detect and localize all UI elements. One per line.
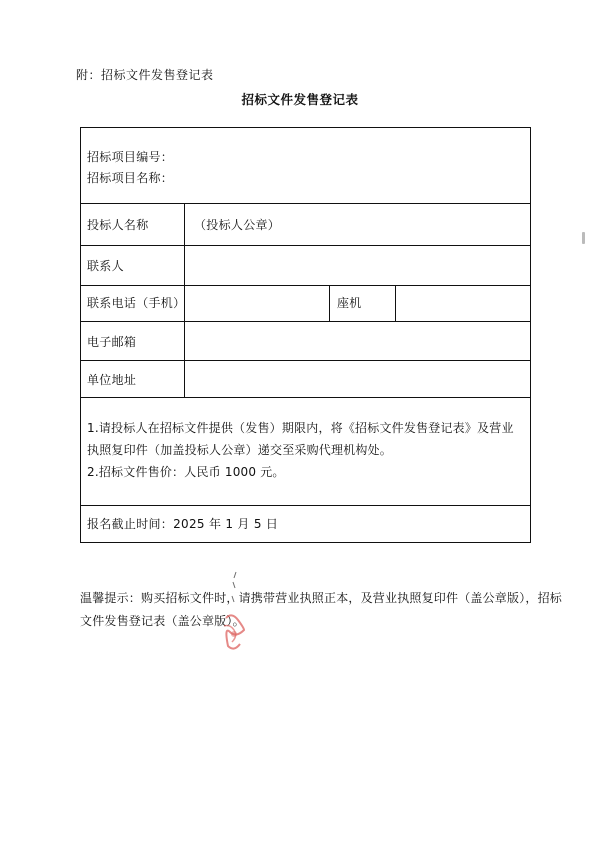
row-divider <box>81 285 530 286</box>
address-field[interactable] <box>186 362 526 395</box>
bidder-name-label: 投标人名称 <box>87 218 149 232</box>
phone-field[interactable] <box>186 287 327 319</box>
email-field[interactable] <box>186 323 526 358</box>
page-title: 招标文件发售登记表 <box>241 92 359 107</box>
row-divider <box>81 360 530 361</box>
column-divider <box>329 285 330 321</box>
phone-label: 联系电话（手机） <box>87 296 186 310</box>
project-name-label: 招标项目名称： <box>87 171 174 185</box>
note-item: 1.请投标人在招标文件提供（发售）期限内，将《招标文件发售登记表》及营业执照复印件（加盖投标人公章）递交至采购代理机构处。 <box>87 421 514 457</box>
project-number-label: 招标项目编号： <box>87 150 174 164</box>
landline-label: 座机 <box>337 296 362 310</box>
scan-edge-mark <box>582 232 585 244</box>
row-divider <box>81 245 530 246</box>
deadline-text: 报名截止时间：2025 年 1 月 5 日 <box>87 517 279 531</box>
row-divider <box>81 397 530 398</box>
registration-form <box>80 127 531 543</box>
column-divider <box>395 285 396 321</box>
contact-field[interactable] <box>186 247 526 283</box>
address-label: 单位地址 <box>87 373 137 387</box>
row-divider <box>81 203 530 204</box>
attachment-line: 附：招标文件发售登记表 <box>76 68 214 82</box>
row-divider <box>81 321 530 322</box>
contact-label: 联系人 <box>87 259 124 273</box>
note-item: 2.招标文件售价：人民币 1000 元。 <box>87 465 285 479</box>
warm-tip: 温馨提示：购买招标文件时，请携带营业执照正本，及营业执照复印件（盖公章版），招标文件发售登记表（盖公章版）。 <box>80 591 563 628</box>
email-label: 电子邮箱 <box>87 335 137 349</box>
bidder-seal-field[interactable]: （投标人公章） <box>194 218 281 232</box>
row-divider <box>81 505 530 506</box>
landline-field[interactable] <box>397 287 527 319</box>
